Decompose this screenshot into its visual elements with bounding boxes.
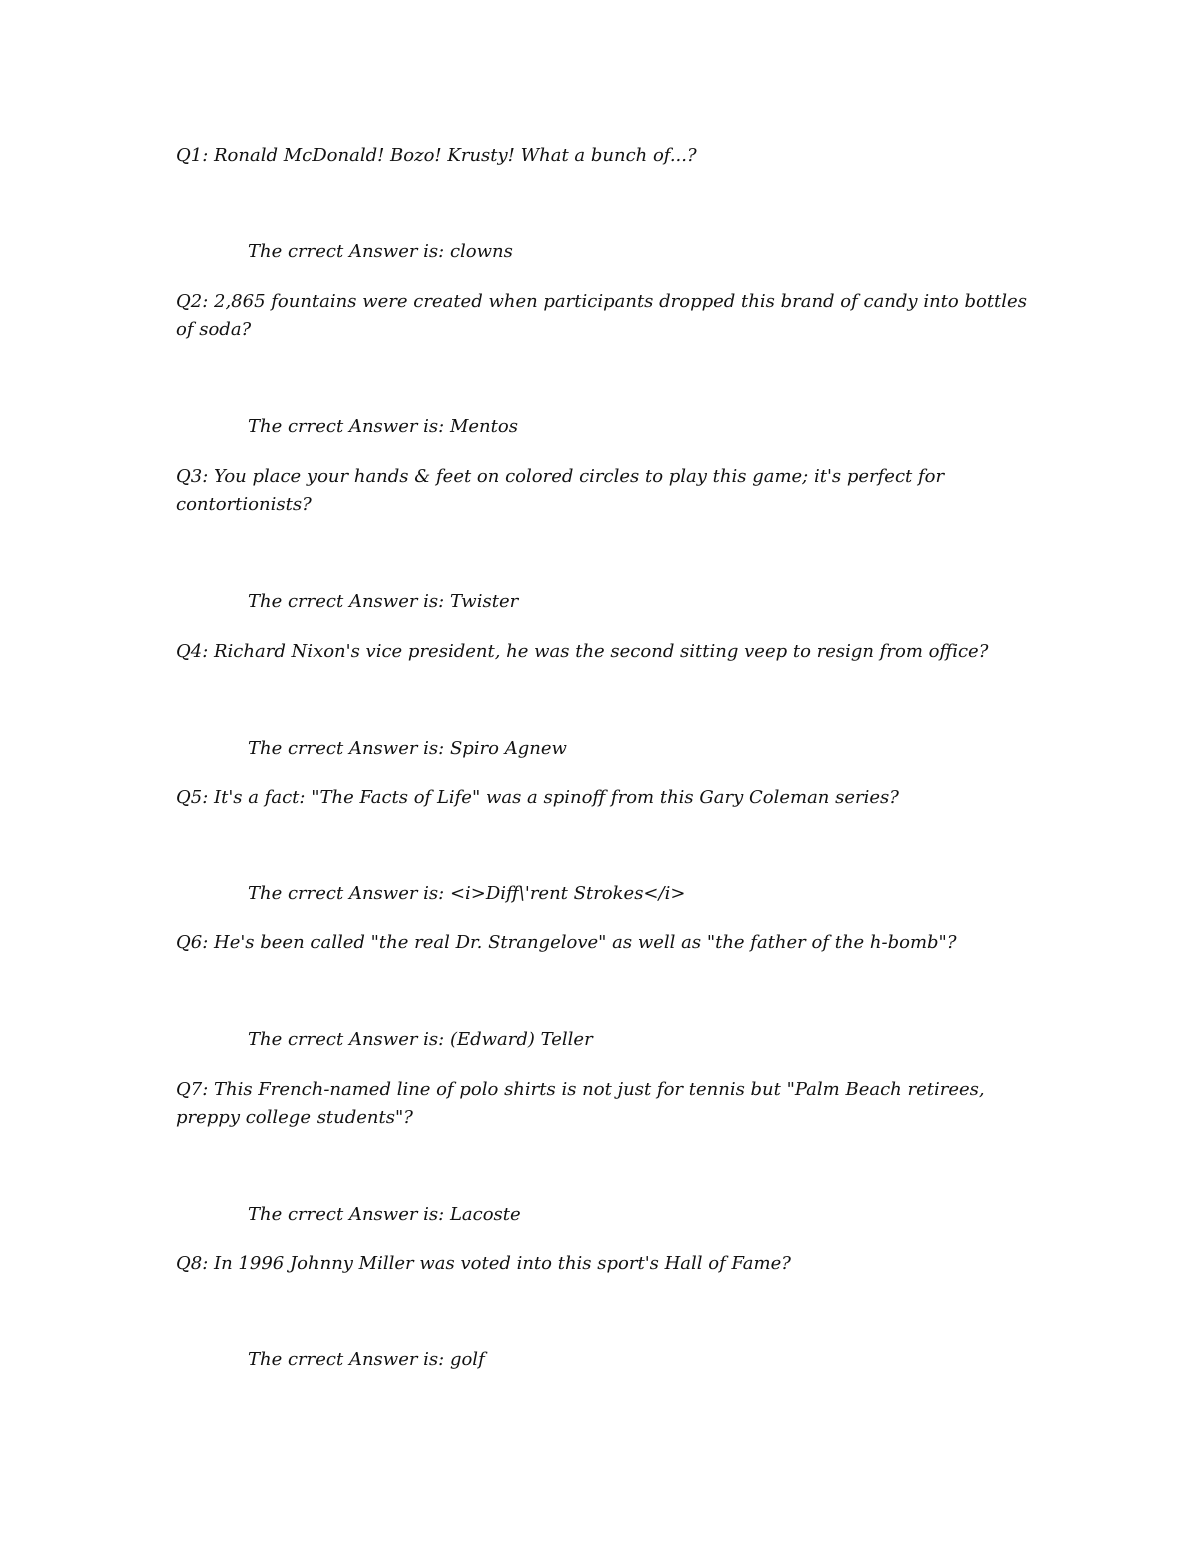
answer-7: The crrect Answer is: Lacoste [248,1204,521,1225]
answer-2: The crrect Answer is: Mentos [248,416,518,437]
question-4: Q4: Richard Nixon's vice president, he was the second sitting veep to resign from office? [176,641,989,662]
question-2: Q2: 2,865 fountains were created when participants dropped this brand of candy into bottles of soda? [176,291,1027,340]
question-7: Q7: This French-named line of polo shirts is not just for tennis but "Palm Beach retirees, preppy college students"? [176,1079,985,1128]
answer-4: The crrect Answer is: Spiro Agnew [248,738,567,759]
question-5: Q5: It's a fact: "The Facts of Life" was a spinoff from this Gary Coleman series? [176,787,899,808]
question-8: Q8: In 1996 Johnny Miller was voted into this sport's Hall of Fame? [176,1253,791,1274]
answer-1: The crrect Answer is: clowns [248,241,513,262]
question-1: Q1: Ronald McDonald! Bozo! Krusty! What a bunch of...? [176,145,697,166]
answer-5: The crrect Answer is: <i>Diff\'rent Strokes</i> [248,883,686,904]
question-6: Q6: He's been called "the real Dr. Strangelove" as well as "the father of the h-bomb"? [176,932,957,953]
answer-6: The crrect Answer is: (Edward) Teller [248,1029,593,1050]
answer-3: The crrect Answer is: Twister [248,591,519,612]
answer-8: The crrect Answer is: golf [248,1349,485,1370]
question-3: Q3: You place your hands & feet on colored circles to play this game; it's perfect for contortionists? [176,466,945,515]
